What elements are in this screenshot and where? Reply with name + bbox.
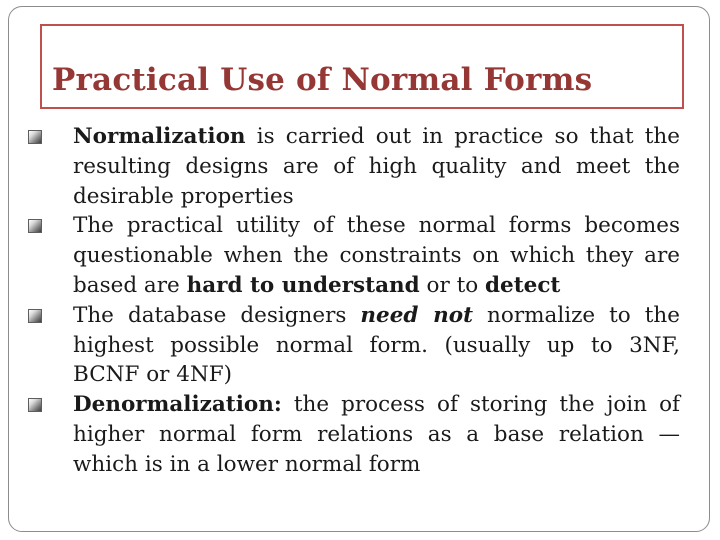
slide-title: Practical Use of Normal Forms bbox=[52, 62, 593, 98]
square-bullet-icon bbox=[28, 309, 42, 323]
square-bullet-icon bbox=[28, 130, 42, 144]
square-bullet-icon bbox=[28, 398, 42, 412]
square-bullet-icon bbox=[28, 219, 42, 233]
bullet-term: Denormalization: bbox=[73, 392, 282, 418]
slide-content bbox=[28, 122, 680, 480]
bullet-text: or to bbox=[419, 272, 486, 298]
bullet-item bbox=[28, 390, 680, 479]
bullet-item bbox=[28, 122, 680, 211]
bullet-text: The practical utility of these normal forms becomes questionable when the constraints on which they are based are bbox=[73, 213, 680, 298]
bullet-emphasis: hard to understand bbox=[186, 272, 420, 298]
bullet-item bbox=[28, 211, 680, 300]
bullet-emphasis: need not bbox=[360, 302, 474, 328]
bullet-text: The database designers bbox=[73, 302, 361, 328]
bullet-text: is carried out in practice so that the resulting designs are of high quality and meet the desirable properties bbox=[73, 124, 680, 209]
bullet-term: Normalization bbox=[73, 124, 246, 149]
title-box bbox=[40, 24, 684, 109]
bullet-text: the process of storing the join of higher normal form relations as a base relation —which is in a lower normal form bbox=[73, 392, 680, 477]
bullet-text: normalize to the highest possible normal form. (usually up to 3NF, BCNF or 4NF) bbox=[73, 302, 680, 388]
bullet-emphasis: detect bbox=[485, 272, 561, 298]
bullet-item bbox=[28, 301, 680, 390]
